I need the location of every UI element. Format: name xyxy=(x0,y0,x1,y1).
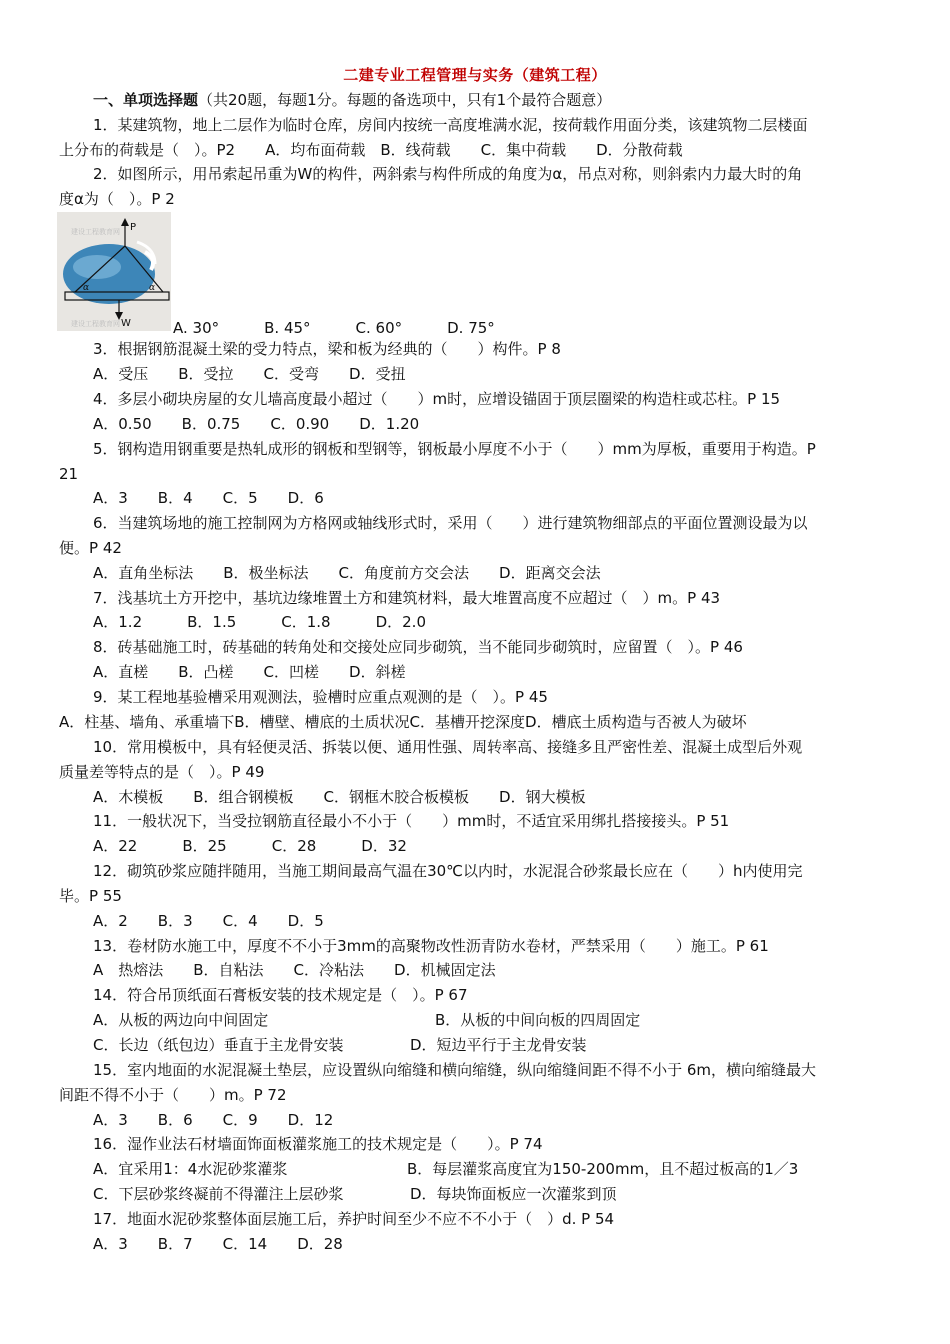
q1-text: 1．某建筑物，地上二层作为临时仓库，房间内按统一高度堆满水泥，按荷载作用面分类，该建筑物二层楼面 xyxy=(93,116,808,134)
q10-text: 10．常用模板中，具有轻便灵活、拆装以便、通用性强、周转率高、接缝多且严密性差、混凝土成型后外观 xyxy=(93,738,803,756)
q4-options: A．0.50 B．0.75 C．0.90 D．1.20 xyxy=(93,415,420,433)
q16-option-a: A．宜采用1：4水泥砂浆灌浆 xyxy=(93,1160,288,1178)
p-arrowhead xyxy=(121,218,129,226)
q12-text: 12．砌筑砂浆应随拌随用，当施工期间最高气温在30℃以内时，水泥混合砂浆最长应在（ ）h内使用完 xyxy=(93,862,803,880)
q7-options: A．1.2 B．1.5 C．1.8 D．2.0 xyxy=(93,613,426,631)
q2-options: A. 30° B. 45° C. 60° D. 75° xyxy=(173,319,495,337)
q14-option-b: B．从板的中间向板的四周固定 xyxy=(435,1011,641,1029)
q1-text-cont: 上分布的荷载是（ ）。P2 A．均布面荷载 B．线荷载 C．集中荷载 D．分散荷载 xyxy=(59,141,683,159)
q12-text-cont: 毕。P 55 xyxy=(59,887,122,905)
blob-highlight-shape xyxy=(73,255,121,279)
q16-option-c: C．下层砂浆终凝前不得灌注上层砂浆 xyxy=(93,1185,344,1203)
section-heading-line xyxy=(93,90,611,110)
label-w: W xyxy=(121,318,131,329)
q13-text: 13．卷材防水施工中，厚度不不小于3mm的高聚物改性沥青防水卷材，严禁采用（ ）施工。P 61 xyxy=(93,937,769,955)
section-note: （共20题，每题1分。每题的备选项中，只有1个最符合题意） xyxy=(198,91,612,109)
q8-text: 8．砖基础施工时，砖基础的转角处和交接处应同步砌筑，当不能同步砌筑时，应留置（ ）。P 46 xyxy=(93,638,743,656)
q11-text: 11．一般状况下，当受拉钢筋直径最小不小于（ ）mm时，不适宜采用绑扎搭接接头。P 51 xyxy=(93,812,730,830)
q16-option-b: B．每层灌浆高度宜为150-200mm，且不超过板高的1／3 xyxy=(407,1160,799,1178)
q6-text: 6．当建筑场地的施工控制网为方格网或轴线形式时，采用（ ）进行建筑物细部点的平面位置测设最为以 xyxy=(93,514,808,532)
q15-text-cont: 间距不得不小于（ ）m。P 72 xyxy=(59,1086,287,1104)
q16-text: 16．湿作业法石材墙面饰面板灌浆施工的技术规定是（ ）。P 74 xyxy=(93,1135,543,1153)
q16-option-d: D．每块饰面板应一次灌浆到顶 xyxy=(410,1185,617,1203)
label-p: P xyxy=(130,222,137,233)
q14-option-c: C．长边（纸包边）垂直于主龙骨安装 xyxy=(93,1036,344,1054)
section-heading: 一、单项选择题 xyxy=(93,91,199,109)
q5-options: A．3 B．4 C．5 D．6 xyxy=(93,489,324,507)
q2-text-cont: 度α为（ ）。P 2 xyxy=(59,190,175,208)
q15-text: 15．室内地面的水泥混凝土垫层，应设置纵向缩缝和横向缩缝，纵向缩缝间距不得不小于 6m，横向缩缝最大 xyxy=(93,1061,817,1079)
q10-options: A．木模板 B．组合钢模板 C．钢框木胶合板模板 D．钢大模板 xyxy=(93,788,586,806)
q9-options: A．柱基、墙角、承重墙下B．槽壁、槽底的土质状况C．基槽开挖深度D．槽底土质构造与否被人为破坏 xyxy=(59,713,747,731)
label-alpha-right: α xyxy=(149,283,156,293)
sling-diagram-svg xyxy=(57,212,171,331)
q14-text: 14．符合吊顶纸面石膏板安装的技术规定是（ ）。P 67 xyxy=(93,986,468,1004)
q13-options: A 热熔法 B．自粘法 C．冷粘法 D．机械固定法 xyxy=(93,961,496,979)
q2-text: 2．如图所示，用吊索起吊重为W的构件，两斜索与构件所成的角度为α，吊点对称，则斜索内力最大时的角 xyxy=(93,165,803,183)
q17-text: 17．地面水泥砂浆整体面层施工后，养护时间至少不应不不小于（ ）d. P 54 xyxy=(93,1210,615,1228)
q5-text-cont: 21 xyxy=(59,465,79,483)
q14-option-a: A．从板的两边向中间固定 xyxy=(93,1011,269,1029)
q7-text: 7．浅基坑土方开挖中，基坑边缘堆置土方和建筑材料，最大堆置高度不应超过（ ）m。P 43 xyxy=(93,589,721,607)
q15-options: A．3 B．6 C．9 D．12 xyxy=(93,1111,334,1129)
q6-text-cont: 便。P 42 xyxy=(59,539,122,557)
watermark-top: 建设工程教育网 xyxy=(71,228,120,236)
q4-text: 4．多层小砌块房屋的女儿墙高度最小超过（ ）m时，应增设锚固于顶层圈梁的构造柱或芯柱。P 15 xyxy=(93,390,781,408)
q5-text: 5．钢构造用钢重要是热轧成形的钢板和型钢等，钢板最小厚度不小于（ ）mm为厚板，重要用于构造。P xyxy=(93,440,816,458)
q12-options: A．2 B．3 C．4 D．5 xyxy=(93,912,324,930)
label-alpha-left: α xyxy=(83,283,90,293)
q17-options: A．3 B．7 C．14 D．28 xyxy=(93,1235,343,1253)
watermark-bottom: 建设工程教育网 xyxy=(71,320,120,328)
q8-options: A．直槎 B．凸槎 C．凹槎 D．斜槎 xyxy=(93,663,406,681)
crane-sling-figure xyxy=(57,212,171,331)
page-title: 二建专业工程管理与实务（建筑工程） xyxy=(343,66,607,84)
q14-option-d: D．短边平行于主龙骨安装 xyxy=(410,1036,587,1054)
q3-options: A．受压 B．受拉 C．受弯 D．受扭 xyxy=(93,365,406,383)
q6-options: A．直角坐标法 B．极坐标法 C．角度前方交会法 D．距离交会法 xyxy=(93,564,601,582)
q10-text-cont: 质量差等特点的是（ ）。P 49 xyxy=(59,763,265,781)
q11-options: A．22 B．25 C．28 D．32 xyxy=(93,837,407,855)
q9-text: 9．某工程地基验槽采用观测法，验槽时应重点观测的是（ ）。P 45 xyxy=(93,688,548,706)
q3-text: 3．根据钢筋混凝土梁的受力特点，梁和板为经典的（ ）构件。P 8 xyxy=(93,340,561,358)
